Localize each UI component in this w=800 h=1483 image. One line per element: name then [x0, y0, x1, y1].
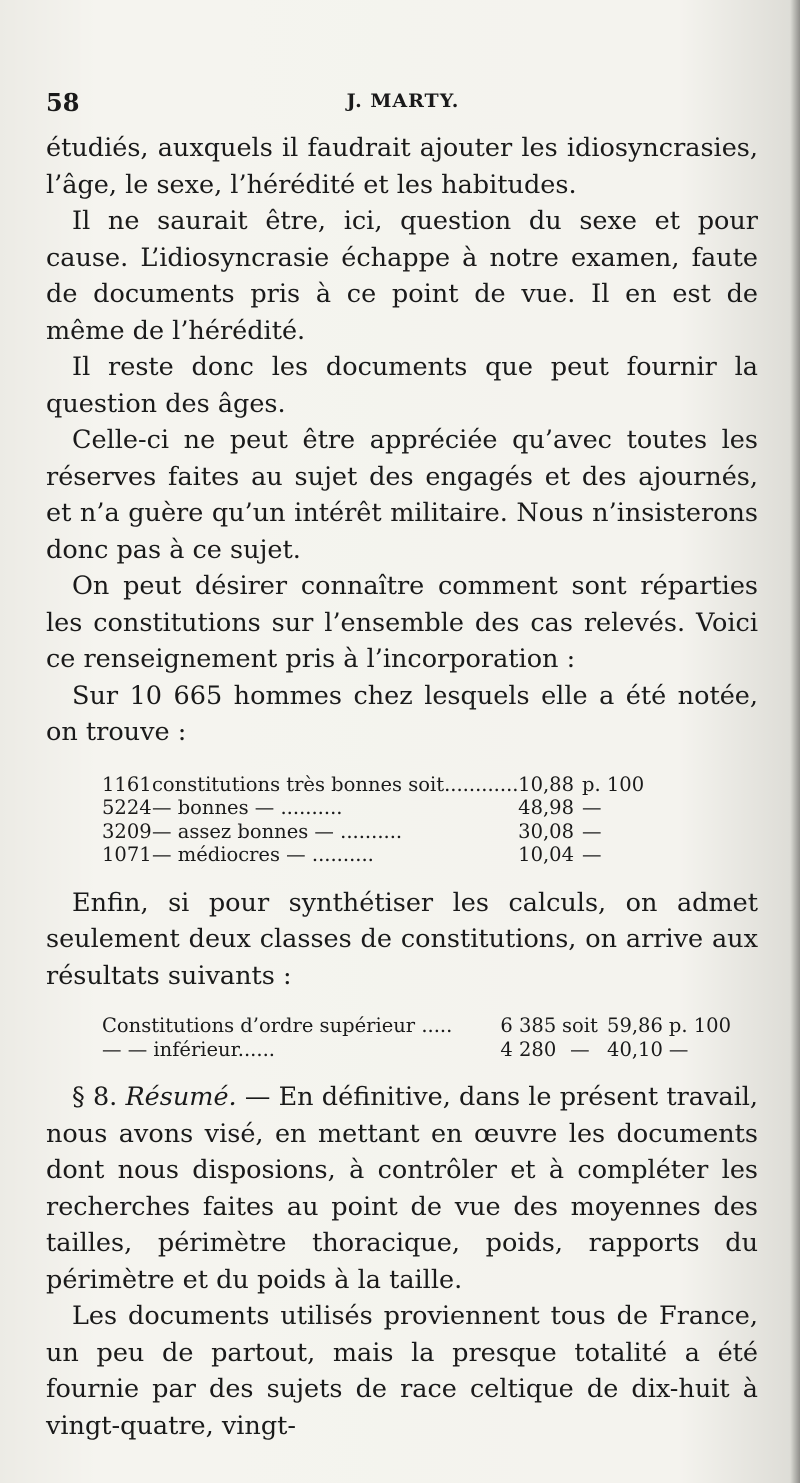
paragraph-6: Sur 10 665 hommes chez lesquels elle a été notée, on trouve :: [46, 680, 758, 747]
paragraph-3: Il reste donc les documents que peut fournir la question des âges.: [46, 352, 758, 419]
table-row: [102, 1038, 738, 1062]
row-value: 48,98: [518, 796, 574, 819]
row-soit: —: [570, 1037, 590, 1061]
row-value: 10,88: [518, 772, 574, 796]
row-unit: —: [668, 1037, 689, 1061]
page-number: 58: [46, 88, 80, 117]
row-type: — assez bonnes — ..........: [152, 819, 403, 843]
paragraph-9: Les documents utilisés proviennent tous de France, un peu de partout, mais la presque totalité a été fournie par des sujets de race celtique de dix-huit à vingt-quatre, vingt-: [46, 1301, 758, 1441]
page-body: [46, 130, 758, 1444]
paragraph-1: étudiés, auxquels il faudrait ajouter les idiosyncrasies, l’âge, le sexe, l’hérédité et les habitudes.: [46, 133, 758, 200]
table-row: [102, 820, 738, 844]
row-type: — médiocres — ..........: [152, 843, 374, 866]
row-percent: 59,86: [607, 1014, 663, 1037]
row-count: 4 280: [500, 1037, 557, 1061]
section-text: — En définitive, dans le présent travail, nous avons visé, en mettant en œuvre les documents dont nous disposions, à contrôler et à compléter les recherches faites au point de vue des moyennes des tailles, périmètre thoracique, poids, rapports du périmètre et du poids à la taille.: [46, 1082, 759, 1295]
paragraph-7: Enfin, si pour synthétiser les calculs, on admet seulement deux classes de constitutions, on arrive aux résultats suivants :: [46, 887, 758, 991]
page-header: [46, 88, 760, 118]
row-type: — bonnes — ..........: [152, 796, 343, 819]
section-number: § 8.: [72, 1082, 118, 1112]
row-count: 6 385: [500, 1014, 557, 1037]
row-unit: —: [582, 843, 602, 866]
table-row: [102, 796, 738, 820]
table-row: [102, 843, 738, 867]
row-count: 5224: [102, 796, 152, 819]
row-unit: —: [582, 819, 602, 843]
page-gutter-shadow: [790, 0, 800, 1483]
row-label: — — inférieur......: [102, 1037, 275, 1061]
running-head: J. MARTY.: [346, 90, 460, 112]
paragraph-4: Celle-ci ne peut être appréciée qu’avec toutes les réserves faites au sujet des engagés et des ajournés, et n’a guère qu’un intérêt militaire. Nous n’insisterons donc pas à ce sujet.: [46, 425, 758, 565]
row-label: Constitutions d’ordre supérieur .....: [102, 1014, 453, 1037]
table-row: [102, 773, 738, 797]
class-table: [102, 1014, 738, 1061]
row-count: 3209: [102, 819, 152, 843]
table-row: [102, 1014, 738, 1038]
paragraph-8: [46, 1079, 758, 1298]
paragraph-2: Il ne saurait être, ici, question du sexe et pour cause. L’idiosyncrasie échappe à notre examen, faute de documents pris à ce point de vue. Il en est de même de l’hérédité.: [46, 206, 758, 346]
row-percent: 40,10: [607, 1037, 663, 1061]
row-type: constitutions très bonnes soit............: [152, 772, 519, 796]
row-unit: —: [582, 796, 602, 819]
row-soit: soit: [562, 1014, 598, 1037]
row-value: 10,04: [518, 843, 574, 866]
row-count: 1071: [102, 843, 152, 866]
paragraph-5: On peut désirer connaître comment sont réparties les constitutions sur l’ensemble des cas relevés. Voici ce renseignement pris à l’incorporation :: [46, 571, 758, 674]
constitution-table: [102, 773, 738, 867]
row-count: 1161: [102, 772, 152, 796]
row-unit: p. 100: [582, 772, 645, 796]
section-title: Résumé.: [125, 1082, 237, 1112]
row-value: 30,08: [518, 819, 574, 843]
row-unit: p. 100: [668, 1014, 731, 1037]
